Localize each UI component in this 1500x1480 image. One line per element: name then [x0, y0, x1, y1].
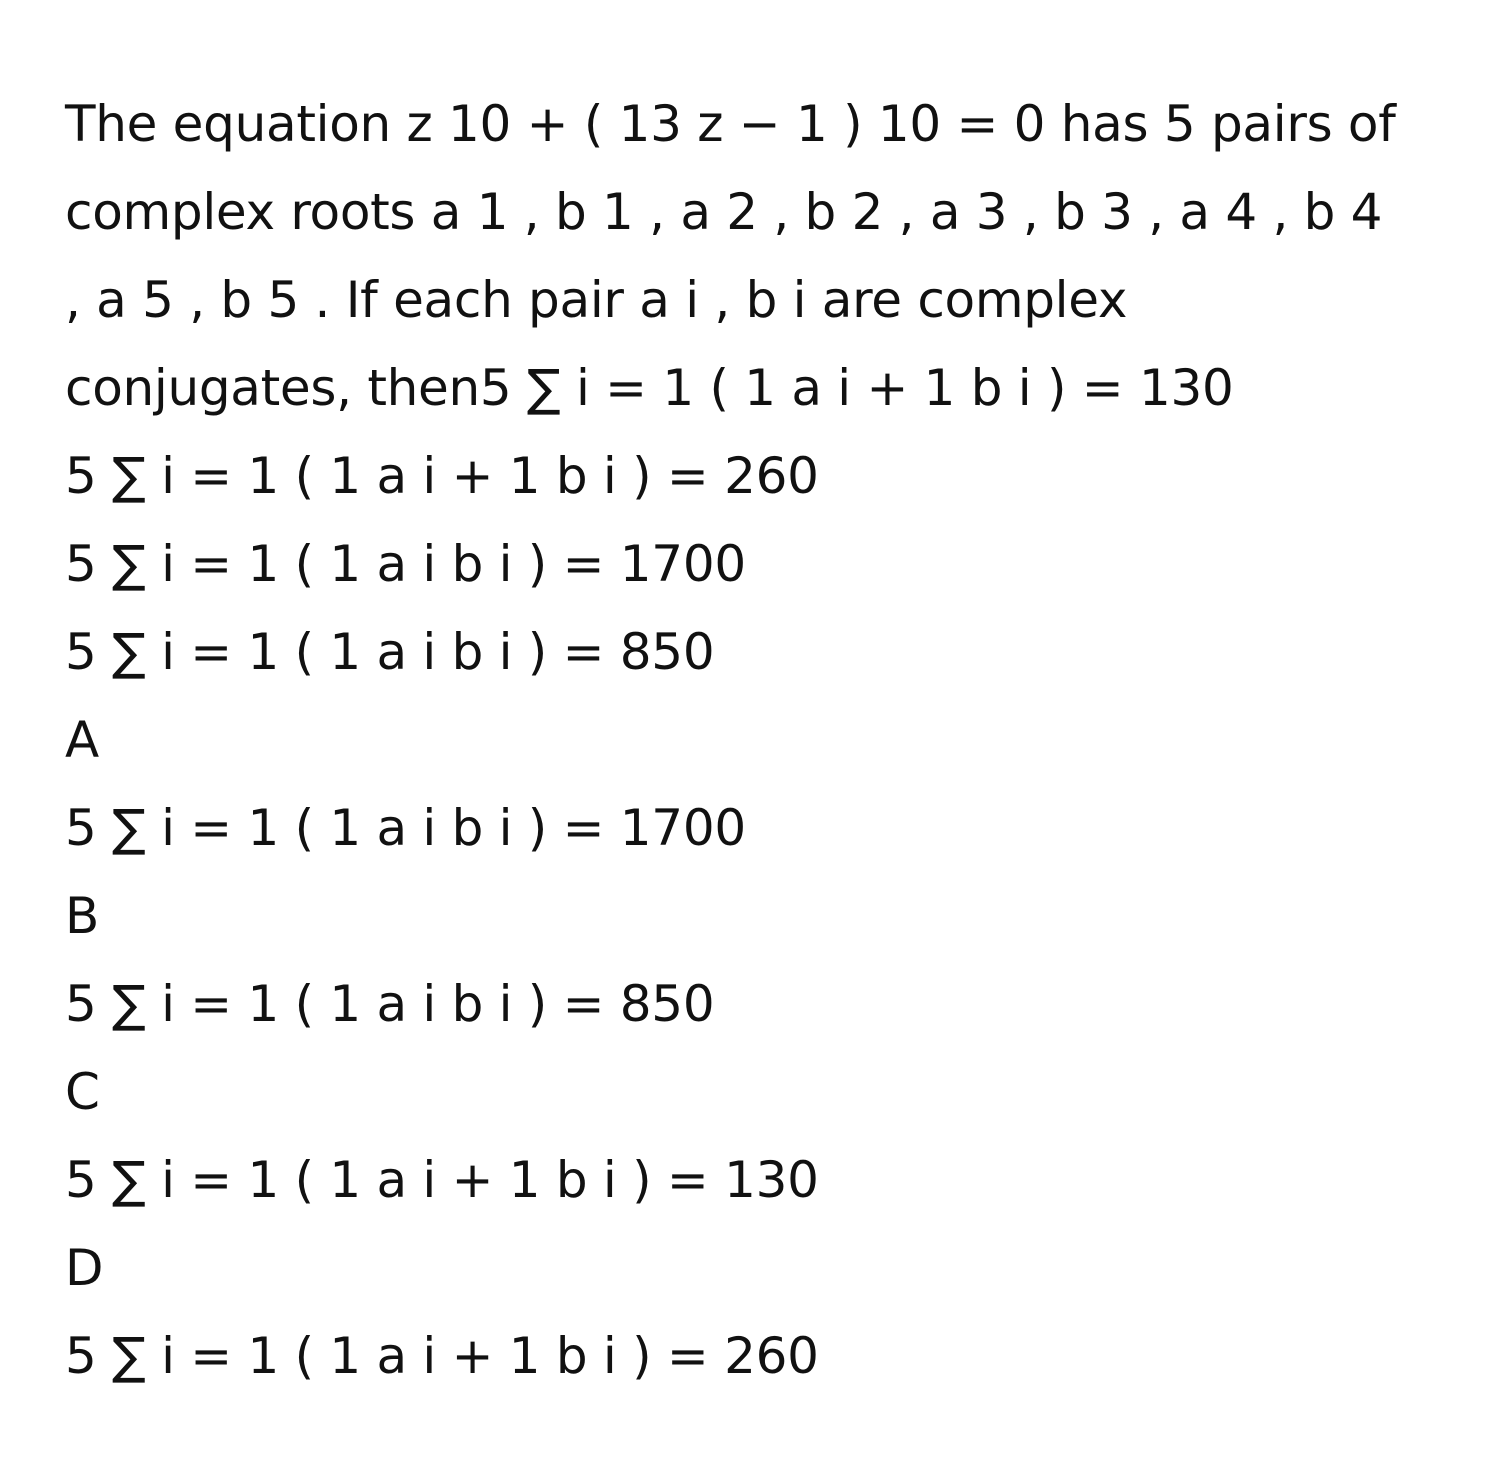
option-d-letter: D	[65, 1239, 104, 1297]
question-line-2: complex roots a 1 , b 1 , a 2 , b 2 , a 3 , b 3 , a 4 , b 4	[65, 183, 1383, 241]
question-line-7: 5 ∑ i = 1 ( 1 a i b i ) = 850	[65, 623, 715, 681]
option-b-text: 5 ∑ i = 1 ( 1 a i b i ) = 850	[65, 975, 715, 1033]
option-d-text: 5 ∑ i = 1 ( 1 a i + 1 b i ) = 260	[65, 1327, 819, 1385]
option-c-letter: C	[65, 1063, 100, 1121]
question-line-4: conjugates, then5 ∑ i = 1 ( 1 a i + 1 b i ) = 130	[65, 359, 1234, 417]
question-line-3: , a 5 , b 5 . If each pair a i , b i are complex	[65, 271, 1128, 329]
option-c[interactable]	[65, 1048, 1445, 1224]
question-document	[65, 80, 1445, 1400]
option-b-letter: B	[65, 887, 100, 945]
option-d[interactable]	[65, 1224, 1445, 1400]
question-line-5: 5 ∑ i = 1 ( 1 a i + 1 b i ) = 260	[65, 447, 819, 505]
option-b[interactable]	[65, 872, 1445, 1048]
question-line-6: 5 ∑ i = 1 ( 1 a i b i ) = 1700	[65, 535, 746, 593]
option-a-letter: A	[65, 711, 99, 769]
question-line-1: The equation z 10 + ( 13 z − 1 ) 10 = 0 has 5 pairs of	[65, 95, 1396, 153]
option-c-text: 5 ∑ i = 1 ( 1 a i + 1 b i ) = 130	[65, 1151, 819, 1209]
option-a-text: 5 ∑ i = 1 ( 1 a i b i ) = 1700	[65, 799, 746, 857]
option-a[interactable]	[65, 696, 1445, 872]
